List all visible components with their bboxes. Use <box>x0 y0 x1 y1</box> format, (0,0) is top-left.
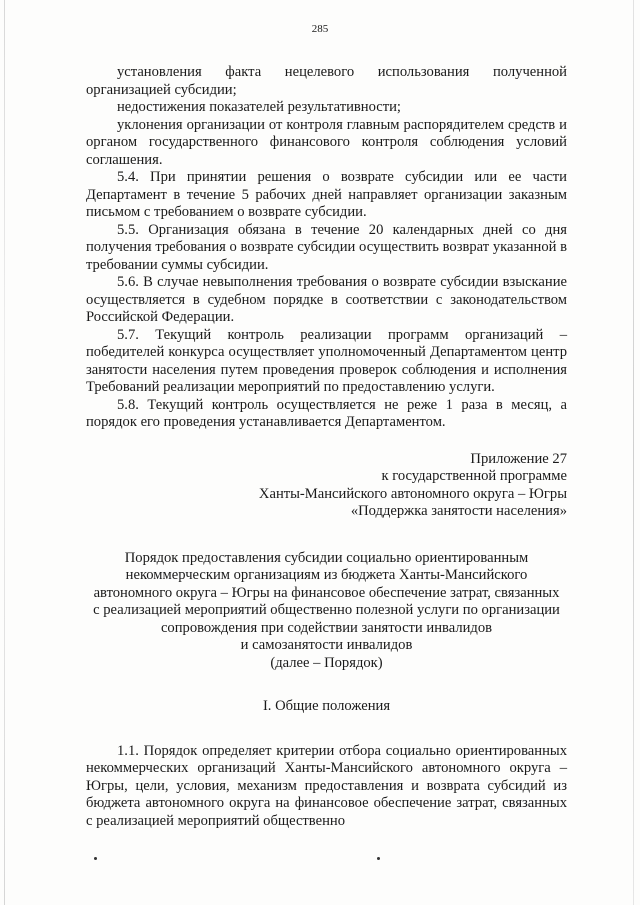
paragraph: 5.7. Текущий контроль реализации программ организаций – победителей конкурса осуществляет уполномоченный Департаментом центр занятости населения путем проведения проверок соблюдения и исполнения Требований реализации мероприятий по предоставлению услуги. <box>86 326 567 395</box>
document-title <box>86 550 567 673</box>
paragraph: установления факта нецелевого использования полученной организацией субсидии; <box>86 64 567 98</box>
title-line: с реализацией мероприятий общественно полезной услуги по организации <box>93 602 560 618</box>
paragraph: 1.1. Порядок определяет критерии отбора социально ориентированных некоммерческих организаций Ханты-Мансийского автономного округа – Югры, цели, условия, механизм предоставления и возврата субсидий из бюджета автономного округа на финансовое обеспечение затрат, связанных с реализацией мероприятий общественно <box>86 742 567 829</box>
section-heading: I. Общие положения <box>262 698 391 714</box>
title-line: Порядок предоставления субсидии социально ориентированным <box>124 549 529 566</box>
appendix-line: Приложение 27 <box>470 450 567 467</box>
paragraph: 5.6. В случае невыполнения требования о возврате субсидии взыскание осуществляется в судебном порядке в соответствии с законодательством Российской Федерации. <box>86 274 567 325</box>
document-body <box>86 64 567 830</box>
scan-edge-left <box>4 0 5 905</box>
paragraph: 5.4. При принятии решения о возврате субсидии или ее части Департамент в течение 5 рабочих дней направляет организации заказным письмом с требованием о возврате субсидии. <box>86 169 567 220</box>
paragraphs-top <box>86 64 567 432</box>
paragraph: уклонения организации от контроля главным распорядителем средств и органом государственного финансового контроля соблюдения условий соглашения. <box>86 116 567 168</box>
paragraph: 5.8. Текущий контроль осуществляется не реже 1 раза в месяц, а порядок его проведения устанавливается Департаментом. <box>86 396 567 430</box>
scan-edge-right <box>633 0 634 905</box>
title-line: и самозанятости инвалидов <box>240 637 413 653</box>
paragraphs-bottom <box>86 743 567 831</box>
appendix-reference <box>86 451 567 521</box>
appendix-line: к государственной программе <box>381 468 567 484</box>
title-line: сопровождения при содействии занятости инвалидов <box>160 619 493 636</box>
page-number: 285 <box>311 23 329 35</box>
appendix-line: «Поддержка занятости населения» <box>350 503 567 519</box>
title-line: (далее – Порядок) <box>270 654 383 671</box>
scan-speck <box>377 857 380 860</box>
paragraph: 5.5. Организация обязана в течение 20 календарных дней со дня получения требования о возврате субсидии осуществить возврат указанной в требовании суммы субсидии. <box>86 221 567 273</box>
paragraph: недостижения показателей результативности; <box>117 99 401 115</box>
title-line: автономного округа – Югры на финансовое обеспечение затрат, связанных <box>93 584 560 601</box>
title-line: некоммерческим организациям из бюджета Ханты-Мансийского <box>125 567 528 583</box>
appendix-line: Ханты-Мансийского автономного округа – Югры <box>258 485 567 502</box>
scan-speck <box>94 857 97 860</box>
